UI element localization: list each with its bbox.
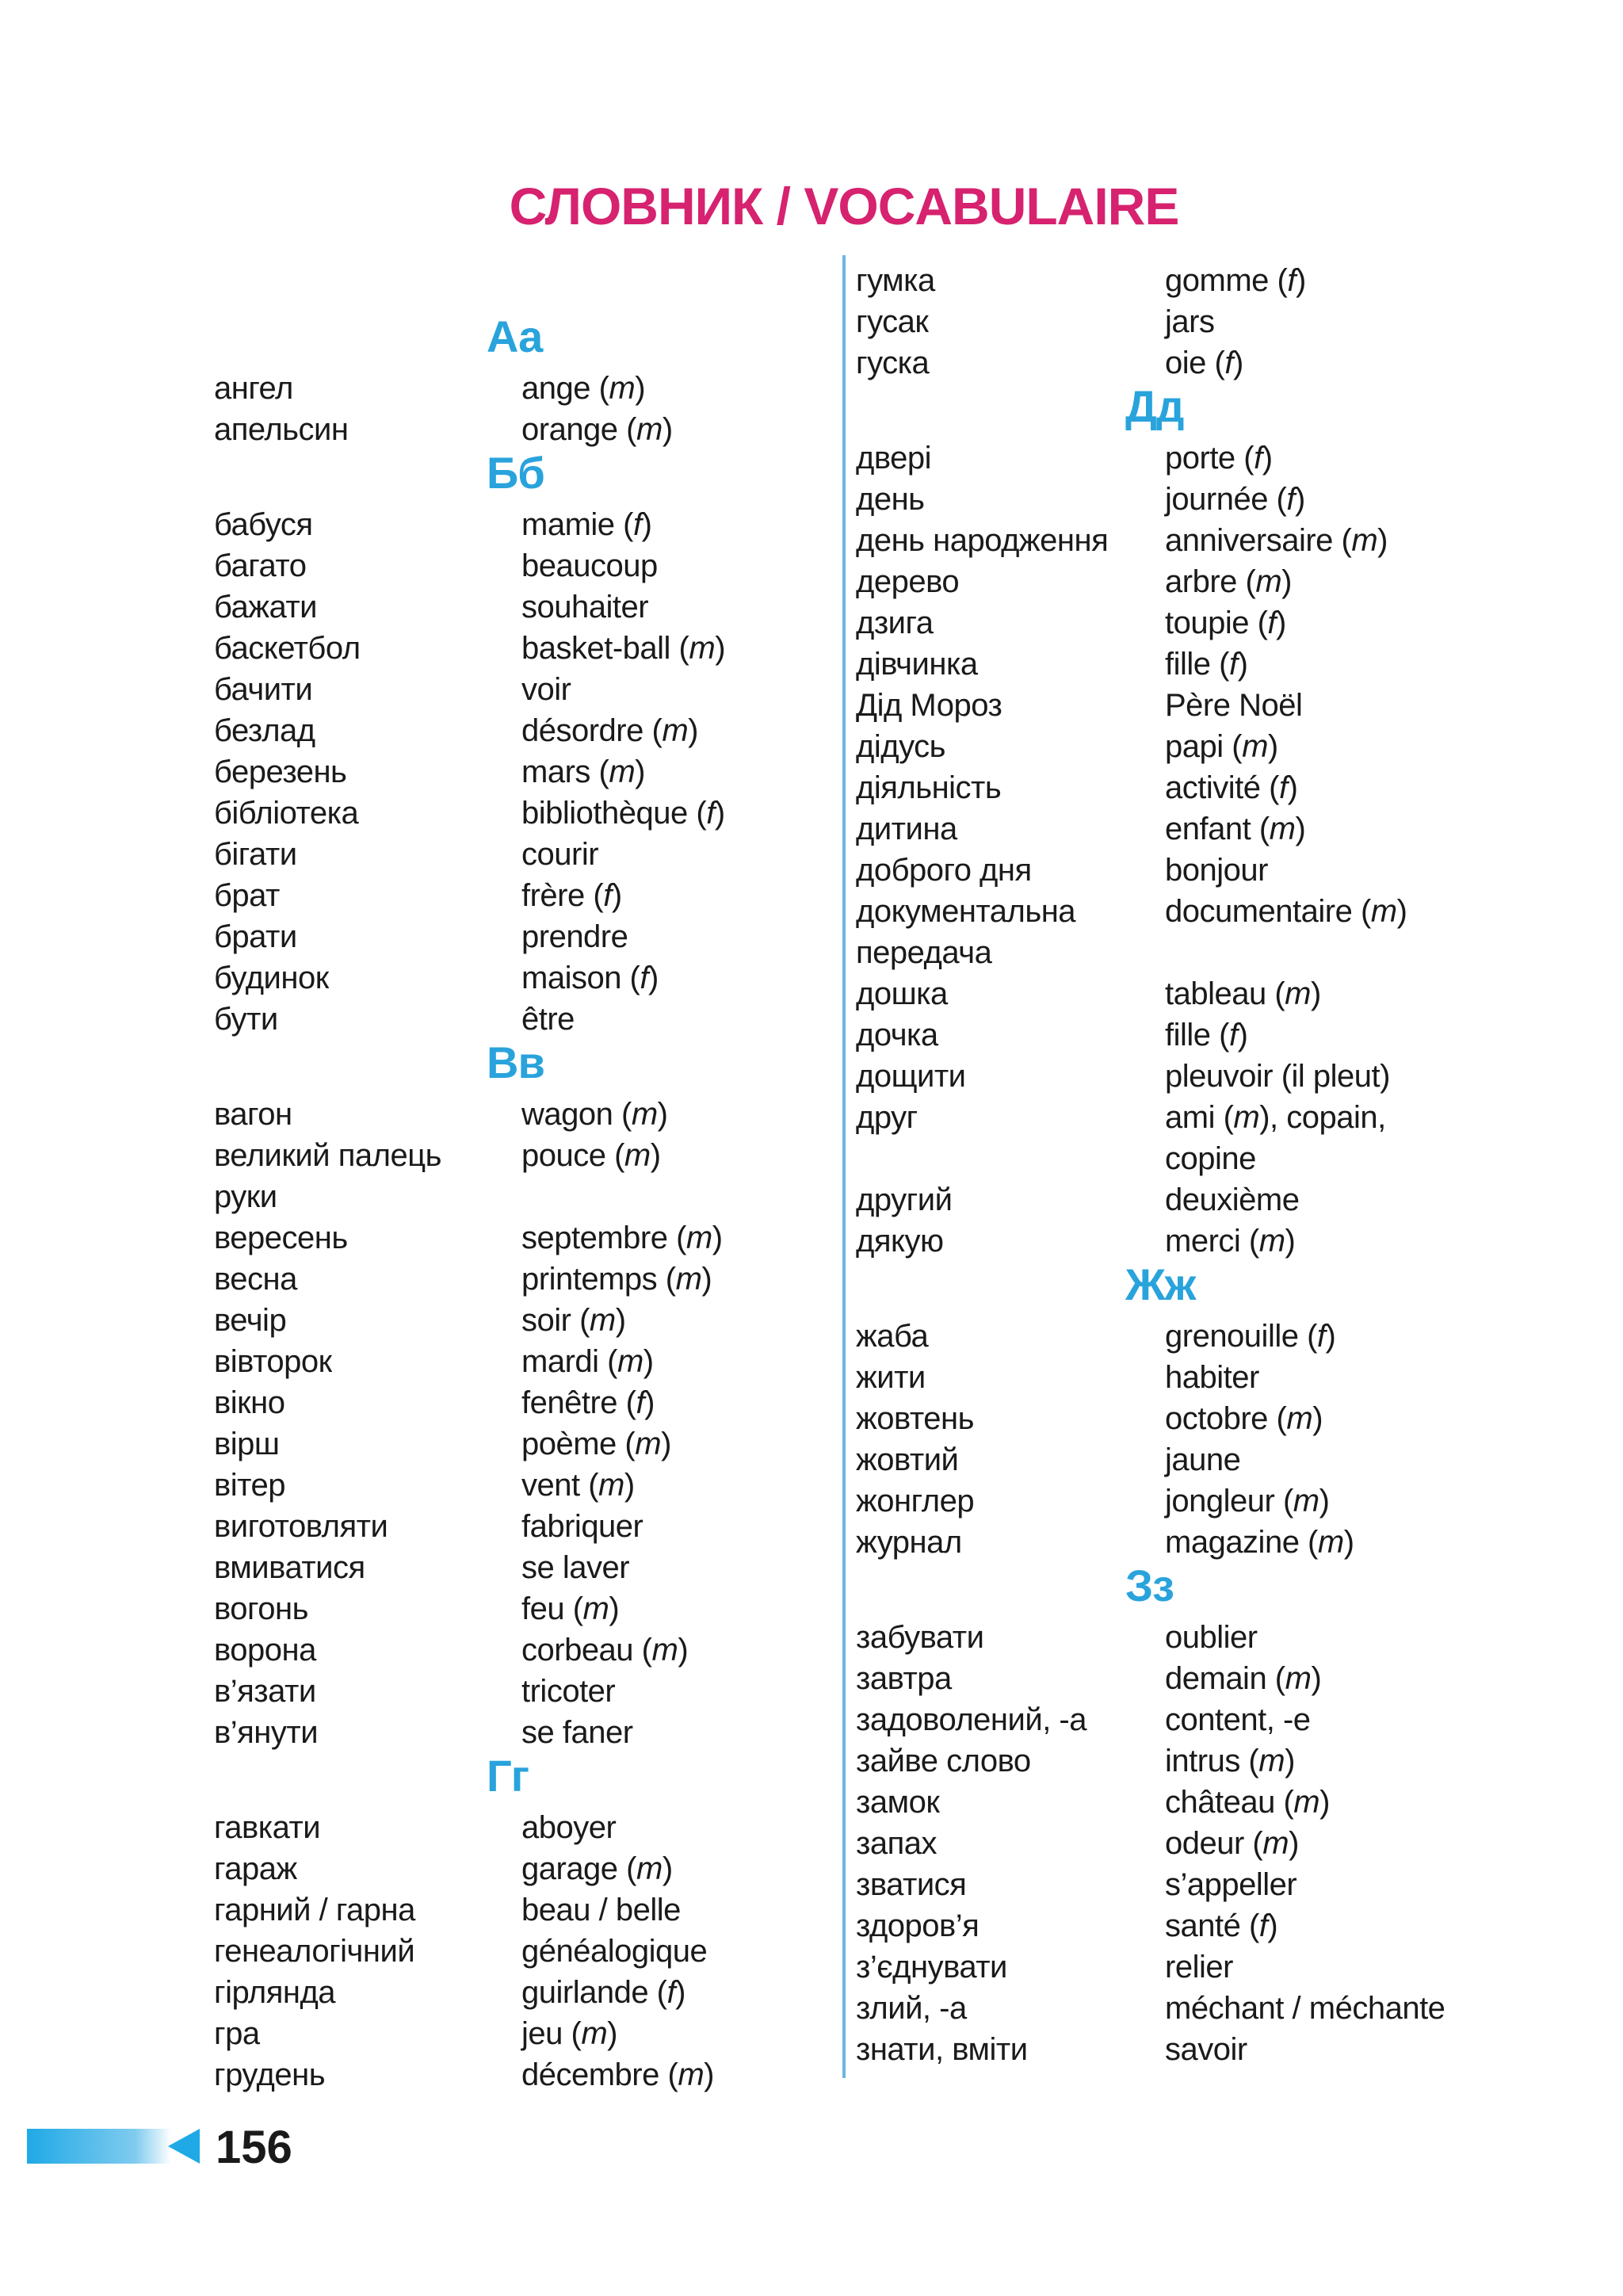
french-word: prendre <box>521 919 628 954</box>
ukrainian-word: дівчинка <box>856 647 978 682</box>
ukrainian-word: дідусь <box>856 729 945 764</box>
french-word: merci (m) <box>1165 1224 1296 1259</box>
french-word: tableau (m) <box>1165 976 1321 1011</box>
french-word: vent (m) <box>521 1468 635 1503</box>
ukrainian-word: ангел <box>214 371 293 406</box>
ukrainian-word: жовтень <box>856 1401 974 1436</box>
french-word: habiter <box>1165 1360 1259 1395</box>
french-word: beaucoup <box>521 548 658 583</box>
french-word: orange (m) <box>521 412 673 447</box>
french-word: oublier <box>1165 1620 1258 1655</box>
ukrainian-word: день <box>856 482 925 517</box>
french-word: guirlande (f) <box>521 1975 685 2010</box>
ukrainian-word: вересень <box>214 1221 348 1255</box>
ukrainian-word: бібліотека <box>214 796 359 831</box>
ukrainian-word: дзига <box>856 606 934 640</box>
ukrainian-word: вікно <box>214 1385 285 1420</box>
french-word: printemps (m) <box>521 1262 712 1297</box>
french-word: deuxième <box>1165 1182 1300 1217</box>
french-word: relier <box>1165 1950 1233 1985</box>
french-word: être <box>521 1002 575 1037</box>
french-word: content, -e <box>1165 1702 1311 1737</box>
ukrainian-word: жаба <box>856 1319 929 1354</box>
french-word: château (m) <box>1165 1785 1330 1820</box>
french-word: Père Noël <box>1165 688 1303 723</box>
ukrainian-word: вірш <box>214 1427 280 1461</box>
french-word: documentaire (m) <box>1165 894 1407 929</box>
french-word: jeu (m) <box>521 2016 617 2051</box>
ukrainian-word: забувати <box>856 1620 984 1655</box>
page-number-bar <box>27 2129 171 2164</box>
ukrainian-word: день народження <box>856 523 1109 558</box>
ukrainian-word: бігати <box>214 837 297 872</box>
ukrainian-word: гусак <box>856 304 929 339</box>
french-word: mamie (f) <box>521 507 652 542</box>
french-word: feu (m) <box>521 1591 620 1626</box>
ukrainian-word: дощити <box>856 1059 966 1094</box>
ukrainian-word: весна <box>214 1262 297 1297</box>
ukrainian-word: гумка <box>856 263 935 298</box>
ukrainian-word: другий <box>856 1182 953 1217</box>
french-word: beau / belle <box>521 1893 681 1927</box>
french-word: fenêtre (f) <box>521 1385 655 1420</box>
french-word: ange (m) <box>521 371 646 406</box>
french-word: mars (m) <box>521 755 645 789</box>
french-word: octobre (m) <box>1165 1401 1323 1436</box>
french-word: copine <box>1165 1141 1256 1176</box>
french-word: frère (f) <box>521 878 622 913</box>
french-word: décembre (m) <box>521 2057 714 2092</box>
ukrainian-word: запах <box>856 1826 937 1861</box>
ukrainian-word: будинок <box>214 961 329 995</box>
triangle-arrow-icon <box>168 2129 200 2164</box>
ukrainian-word: виготовляти <box>214 1509 388 1544</box>
french-word: demain (m) <box>1165 1661 1322 1696</box>
ukrainian-word: двері <box>856 441 932 476</box>
ukrainian-word: жити <box>856 1360 926 1395</box>
ukrainian-word: замок <box>856 1785 940 1820</box>
ukrainian-word: апельсин <box>214 412 349 447</box>
section-letter: Жж <box>1125 1259 1196 1309</box>
ukrainian-word: вівторок <box>214 1344 332 1379</box>
ukrainian-word: вітер <box>214 1468 285 1503</box>
ukrainian-word: здоров’я <box>856 1908 980 1943</box>
ukrainian-word: гараж <box>214 1851 297 1886</box>
ukrainian-word: генеалогічний <box>214 1934 415 1969</box>
ukrainian-word: баскетбол <box>214 631 361 666</box>
french-word: arbre (m) <box>1165 564 1292 599</box>
french-word: intrus (m) <box>1165 1744 1295 1778</box>
ukrainian-word: вагон <box>214 1097 292 1132</box>
french-word: septembre (m) <box>521 1221 723 1255</box>
french-word: tricoter <box>521 1674 616 1709</box>
page-title: СЛОВНИК / VOCABULAIRE <box>509 177 1179 235</box>
ukrainian-word: зайве слово <box>856 1744 1031 1778</box>
ukrainian-word: документальна <box>856 894 1076 929</box>
ukrainian-word: завтра <box>856 1661 952 1696</box>
ukrainian-word: бажати <box>214 590 318 625</box>
ukrainian-word: великий палець <box>214 1138 441 1173</box>
french-word: fille (f) <box>1165 647 1248 682</box>
ukrainian-word: доброго дня <box>856 853 1032 888</box>
ukrainian-word: жонглер <box>856 1484 975 1519</box>
french-word: poème (m) <box>521 1427 671 1461</box>
ukrainian-word: грудень <box>214 2057 326 2092</box>
french-word: porte (f) <box>1165 441 1273 476</box>
french-word: basket-ball (m) <box>521 631 726 666</box>
french-word: voir <box>521 672 571 707</box>
french-word: souhaiter <box>521 590 649 625</box>
french-word: fabriquer <box>521 1509 643 1544</box>
section-letter: Вв <box>487 1037 544 1087</box>
french-word: bibliothèque (f) <box>521 796 725 831</box>
french-word: jaune <box>1165 1442 1241 1477</box>
french-word: savoir <box>1165 2032 1247 2067</box>
french-word: grenouille (f) <box>1165 1319 1336 1354</box>
section-letter: Аа <box>487 311 543 361</box>
french-word: mardi (m) <box>521 1344 654 1379</box>
french-word: ami (m), copain, <box>1165 1100 1386 1135</box>
ukrainian-word: багато <box>214 548 307 583</box>
ukrainian-word: з’єднувати <box>856 1950 1007 1985</box>
french-word: toupie (f) <box>1165 606 1286 640</box>
ukrainian-word: вечір <box>214 1303 287 1338</box>
ukrainian-word: передача <box>856 935 992 970</box>
french-word: s’appeller <box>1165 1867 1297 1902</box>
column-divider <box>842 255 846 2078</box>
french-word: se faner <box>521 1715 633 1750</box>
french-word: jongleur (m) <box>1165 1484 1330 1519</box>
ukrainian-word: бачити <box>214 672 313 707</box>
ukrainian-word: брати <box>214 919 297 954</box>
french-word: maison (f) <box>521 961 659 995</box>
french-word: bonjour <box>1165 853 1268 888</box>
french-word: oie (f) <box>1165 346 1243 380</box>
french-word: garage (m) <box>521 1851 673 1886</box>
ukrainian-word: зватися <box>856 1867 967 1902</box>
french-word: activité (f) <box>1165 770 1298 805</box>
french-word: gomme (f) <box>1165 263 1306 298</box>
section-letter: Зз <box>1125 1561 1174 1610</box>
ukrainian-word: руки <box>214 1179 277 1214</box>
ukrainian-word: дочка <box>856 1018 938 1052</box>
ukrainian-word: вогонь <box>214 1591 308 1626</box>
french-word: journée (f) <box>1165 482 1305 517</box>
french-word: désordre (m) <box>521 713 698 748</box>
french-word: papi (m) <box>1165 729 1278 764</box>
ukrainian-word: гавкати <box>214 1810 321 1845</box>
ukrainian-word: гарний / гарна <box>214 1893 415 1927</box>
ukrainian-word: жовтий <box>856 1442 959 1477</box>
ukrainian-word: Дід Мороз <box>856 688 1002 723</box>
ukrainian-word: бути <box>214 1002 278 1037</box>
french-word: soir (m) <box>521 1303 626 1338</box>
french-word: méchant / méchante <box>1165 1991 1445 2026</box>
ukrainian-word: безлад <box>214 713 315 748</box>
ukrainian-word: дитина <box>856 812 957 846</box>
ukrainian-word: в’язати <box>214 1674 316 1709</box>
ukrainian-word: бабуся <box>214 507 313 542</box>
french-word: corbeau (m) <box>521 1633 689 1668</box>
ukrainian-word: вмиватися <box>214 1550 365 1585</box>
ukrainian-word: гра <box>214 2016 260 2051</box>
ukrainian-word: діяльність <box>856 770 1002 805</box>
ukrainian-word: брат <box>214 878 280 913</box>
french-word: fille (f) <box>1165 1018 1248 1052</box>
page-number: 156 <box>216 2122 292 2173</box>
section-letter: Гг <box>487 1751 529 1801</box>
ukrainian-word: гуска <box>856 346 930 380</box>
ukrainian-word: журнал <box>856 1525 962 1560</box>
french-word: wagon (m) <box>521 1097 668 1132</box>
section-letter: Дд <box>1125 381 1184 431</box>
french-word: odeur (m) <box>1165 1826 1299 1861</box>
french-word: aboyer <box>521 1810 617 1845</box>
ukrainian-word: ворона <box>214 1633 316 1668</box>
french-word: pouce (m) <box>521 1138 661 1173</box>
ukrainian-word: друг <box>856 1100 918 1135</box>
ukrainian-word: гірлянда <box>214 1975 336 2010</box>
ukrainian-word: березень <box>214 755 347 789</box>
ukrainian-word: дерево <box>856 564 960 599</box>
french-word: se laver <box>521 1550 630 1585</box>
french-word: santé (f) <box>1165 1908 1278 1943</box>
section-letter: Бб <box>487 448 544 498</box>
french-word: généalogique <box>521 1934 708 1969</box>
ukrainian-word: задоволений, -а <box>856 1702 1086 1737</box>
ukrainian-word: злий, -а <box>856 1991 967 2026</box>
french-word: jars <box>1165 304 1215 339</box>
ukrainian-word: дякую <box>856 1224 944 1259</box>
french-word: courir <box>521 837 599 872</box>
ukrainian-word: знати, вміти <box>856 2032 1028 2067</box>
ukrainian-word: в’янути <box>214 1715 319 1750</box>
french-word: pleuvoir (il pleut) <box>1165 1059 1390 1094</box>
ukrainian-word: дошка <box>856 976 948 1011</box>
french-word: anniversaire (m) <box>1165 523 1388 558</box>
french-word: enfant (m) <box>1165 812 1306 846</box>
french-word: magazine (m) <box>1165 1525 1354 1560</box>
